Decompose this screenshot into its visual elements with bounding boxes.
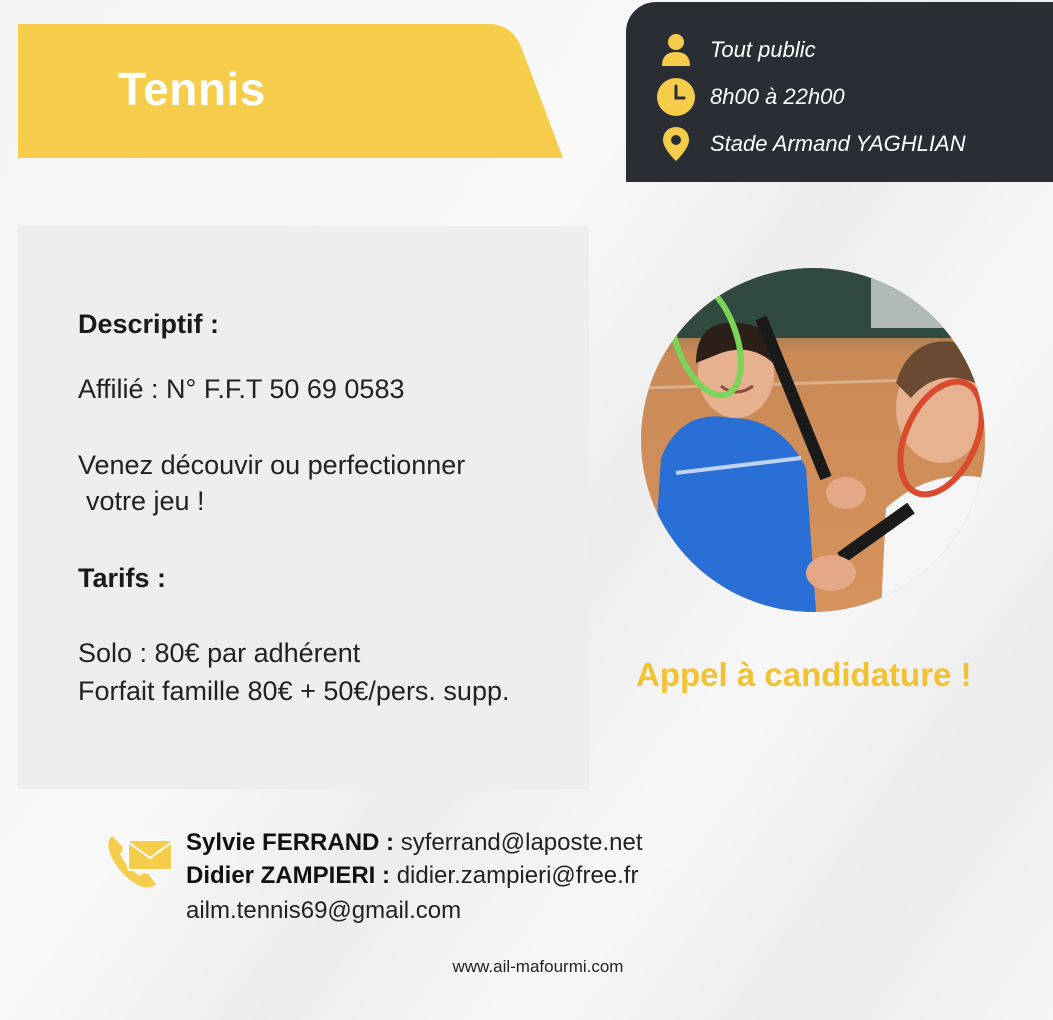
contact-2-name: Didier ZAMPIERI : bbox=[186, 862, 391, 889]
pricing-heading: Tarifs : bbox=[78, 563, 167, 593]
club-email[interactable]: ailm.tennis69@gmail.com bbox=[186, 897, 462, 924]
audience-text: Tout public bbox=[710, 37, 816, 62]
title-banner bbox=[18, 24, 563, 158]
description-heading: Descriptif : bbox=[78, 309, 220, 339]
hours-text: 8h00 à 22h00 bbox=[710, 84, 845, 109]
clock-icon bbox=[656, 77, 696, 117]
person-icon bbox=[656, 30, 696, 70]
pricing-solo: Solo : 80€ par adhérent bbox=[78, 638, 361, 668]
contact-1 bbox=[186, 829, 643, 857]
info-audience bbox=[656, 30, 816, 70]
tennis-kids-photo bbox=[641, 268, 985, 612]
description-card bbox=[18, 226, 589, 789]
info-panel bbox=[626, 2, 1053, 182]
location-pin-icon bbox=[656, 124, 696, 164]
affiliation-text: Affilié : N° F.F.T 50 69 0583 bbox=[78, 374, 405, 404]
location-text: Stade Armand YAGHLIAN bbox=[710, 131, 966, 156]
contact-2-email[interactable]: didier.zampieri@free.fr bbox=[396, 862, 639, 889]
tagline-line-2: votre jeu ! bbox=[86, 486, 205, 516]
contact-1-email[interactable]: syferrand@laposte.net bbox=[400, 829, 643, 856]
contact-1-name: Sylvie FERRAND : bbox=[186, 829, 395, 856]
tagline-line-1: Venez découvir ou perfectionner bbox=[78, 450, 466, 480]
banner-shape bbox=[18, 24, 563, 158]
page-title: Tennis bbox=[118, 63, 266, 115]
info-location bbox=[656, 124, 966, 164]
contact-2 bbox=[186, 862, 638, 890]
phone-mail-icon bbox=[104, 828, 174, 897]
info-hours bbox=[656, 77, 845, 117]
call-to-action: Appel à candidature ! bbox=[636, 656, 972, 693]
website-link[interactable]: www.ail-mafourmi.com bbox=[452, 957, 624, 976]
pricing-family: Forfait famille 80€ + 50€/pers. supp. bbox=[78, 676, 510, 706]
